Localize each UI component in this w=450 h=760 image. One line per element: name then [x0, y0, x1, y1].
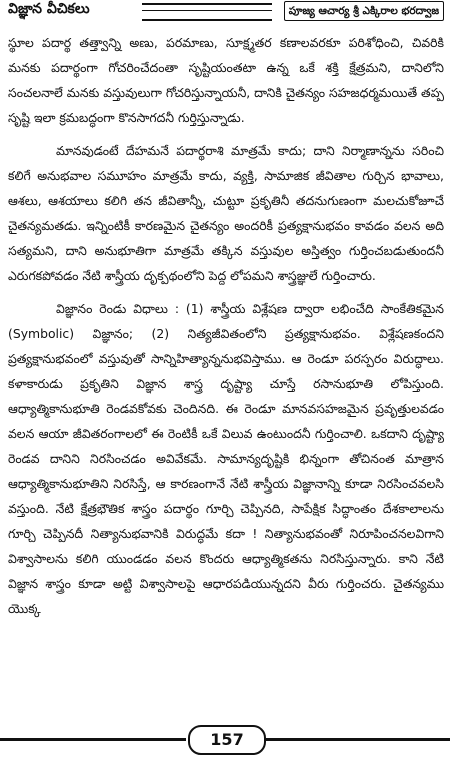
page-body: [8, 30, 444, 720]
paragraph: స్థూల పదార్థ తత్త్వాన్ని అణు, పరమాణు, సూక్ష్మతర కణాలవరకూ పరిశోధించి, చివరికి మనకు పదార్థంగా గోచరించేదంతా సృష్టియంతటా ఉన్న ఒకే శక్తి క్షేత్రమని, దానిలోని సంచలనాలే మనకు వస్తువులుగా గోచరిస్తున్నాయనీ, దానికి చైతన్యం సహజధర్మమయితే తప్ప సృష్టి ఇలా క్రమబద్ధంగా కొనసాగదనీ గుర్తిస్తున్నాడు.: [8, 35, 444, 125]
running-header: [0, 0, 450, 22]
header-rule-ornament: [142, 3, 272, 21]
author-name: పూజ్య ఆచార్య శ్రీ ఎక్కిరాల భరద్వాజ: [284, 1, 444, 21]
page-footer: [0, 724, 450, 754]
page-number: 157: [188, 725, 266, 755]
paragraph: విజ్ఞానం రెండు విధాలు : (1) శాస్త్రీయ విశ్లేషణ ద్వారా లభించేది సాంకేతికమైన (Symbolic) విజ్ఞానం; (2) నిత్యజీవితంలోని ప్రత్యక్షానుభవం. విశ్లేషణకందని ప్రత్యక్షానుభవంలో వస్తువుతో సాన్నిహిత్యాన్ననుభవిస్తాము. ఆ రెండూ పరస్పరం విరుద్ధాలు. కళాకారుడు ప్రకృతిని విజ్ఞాన శాస్త్ర దృష్ట్యా చూస్తే రసానుభూతి లోపిస్తుంది. ఆధ్యాత్మికానుభూతి రెండవకోవకు చెందినది. ఈ రెండూ మానవసహజమైన ప్రవృత్తులవడం వలన ఆయా జీవితరంగాలలో ఈ రెంటికీ ఒకే విలువ ఉంటుందనీ గుర్తించాలి. ఒకదాని దృష్ట్యా రెండవ దానిని నిరసించడం అవివేకమే. సామాన్యదృష్టికి భిన్నంగా తోచినంత మాత్రాన ఆధ్యాత్మికానుభూతిని నిరసిస్తే, ఆ కారణంగానే నేటి శాస్త్రీయ విజ్ఞానాన్ని కూడా నిరసించవలసి వస్తుంది. నేటి క్షేత్రభౌతిక శాస్త్రం పదార్థం గూర్చి చెప్పినది, సాపేక్షిక సిద్ధాంతం దేశకాలాలను గూర్చి చెప్పినదీ నిత్యానుభవానికి విరుద్ధమే కదా ! నిత్యానుభవంతో నిరూపించనలవిగాని విశ్వాసాలను కలిగి యుండడం వలన కొందరు ఆధ్యాత్మికతను నిరసిస్తున్నారు. కాని నేటి విజ్ఞాన శాస్త్రం కూడా అట్టి విశ్వాసాలపై ఆధారపడియున్నదని వీరు గుర్తించరు. చైతన్యము యొక్క: [8, 301, 444, 616]
footer-rule-left: [0, 738, 186, 741]
book-title: విజ్ఞాన వీచికలు: [8, 1, 90, 17]
footer-rule-right: [266, 738, 450, 741]
paragraph: మానవుడంటే దేహమనే పదార్థరాశి మాత్రమే కాదు; దాని నిర్మాణాన్నను సరించి కలిగే అనుభవాల సమూహం మాత్రమే కాదు, వ్యక్తి, సామాజిక జీవితాల గుర్చిన భావాలు, ఆశలు, ఆశయాలు కలిగి తన జీవితాన్నీ, చుట్టూ ప్రకృతినీ తదనుగుణంగా మలచుకోజూచే చైతన్యమతడు. ఇన్నింటికీ కారణమైన చైతన్యం అందరికీ ప్రత్యక్షానుభవం కావడం వలన అది సత్యమని, దాని అనుభూతిగా మాత్రమే తక్కిన వస్తువుల అస్తిత్వం గుర్తించబడుతుందనీ ఎరుగకపోవడం నేటి శాస్త్రీయ దృక్పథంలోని పెద్ద లోపమని శాస్త్రజ్ఞులే గుర్తించారు.: [8, 143, 444, 283]
